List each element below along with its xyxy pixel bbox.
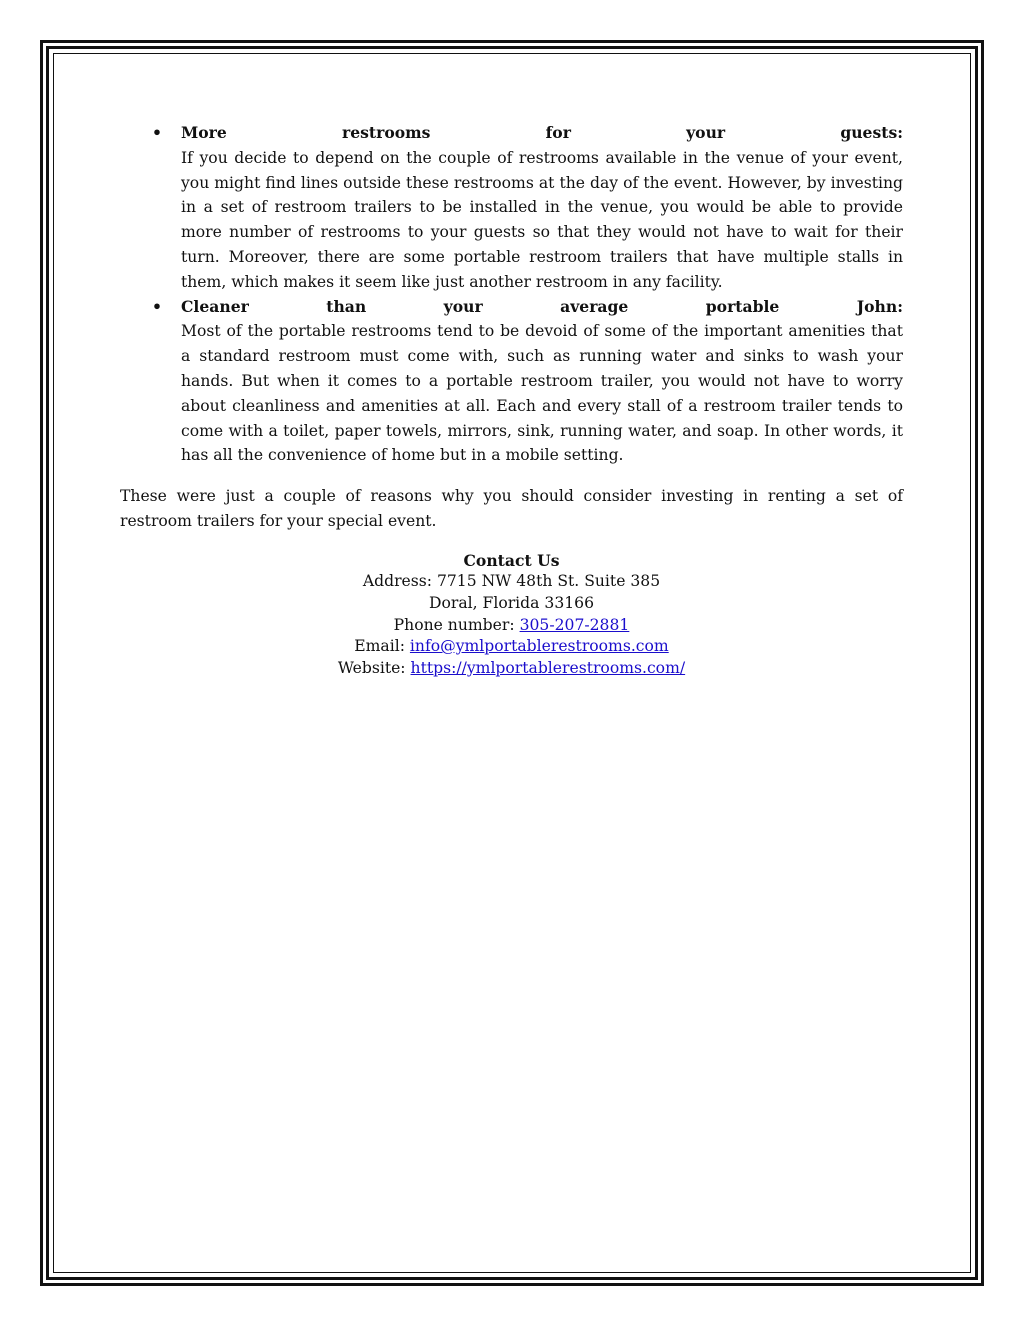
bullet-heading: Cleaner than your average portable John: xyxy=(181,296,903,316)
website-label: Website: xyxy=(337,658,411,677)
email-link[interactable]: info@ymlportablerestrooms.com xyxy=(409,637,669,656)
bullet-heading: More restrooms for your guests: xyxy=(181,123,903,142)
document-body xyxy=(120,121,903,679)
list-item xyxy=(120,121,903,295)
bullet-body: Most of the portable restrooms tend to be devoid of some of the important amenities that a standard restroom must come with, such as running water and sinks to wash your hands. But when it comes to a portable restroom trailer, you would not have to worry about cleanliness and amenities at all. Each and every stall of a restroom trailer tends to come with a toilet, paper towels, mirrors, sink, running water, and soap. In other words, it has all the convenience of home but in a mobile setting. xyxy=(181,322,903,465)
phone-label: Phone number: xyxy=(393,615,520,634)
bullet-icon: • xyxy=(152,123,162,142)
bullet-body: If you decide to depend on the couple of restrooms available in the venue of your event, you might find lines outside these restrooms at the day of the event. However, by investing in a set of restroom trailers to be installed in the venue, you would be able to provide more number of restrooms to your guests so that they would not have to wait for their turn. Moreover, there are some portable restroom trailers that have multiple stalls in them, which makes it seem like just another restroom in any facility. xyxy=(181,148,903,291)
email-label: Email: xyxy=(354,637,410,656)
email-line xyxy=(120,636,903,658)
bullet-icon: • xyxy=(152,296,162,316)
phone-link[interactable]: 305-207-2881 xyxy=(519,615,630,634)
phone-line xyxy=(120,615,903,637)
address-line-2: Doral, Florida 33166 xyxy=(428,593,595,612)
website-line xyxy=(120,658,903,680)
list-item xyxy=(120,295,903,469)
summary-paragraph: These were just a couple of reasons why you should consider investing in renting a set of restroom trailers for your special event. xyxy=(120,487,903,530)
contact-block xyxy=(120,550,903,680)
address-line-1: Address: 7715 NW 48th St. Suite 385 xyxy=(362,572,661,591)
website-link[interactable]: https://ymlportablerestrooms.com/ xyxy=(410,658,686,677)
contact-title: Contact Us xyxy=(463,550,560,570)
reasons-list xyxy=(120,121,903,468)
